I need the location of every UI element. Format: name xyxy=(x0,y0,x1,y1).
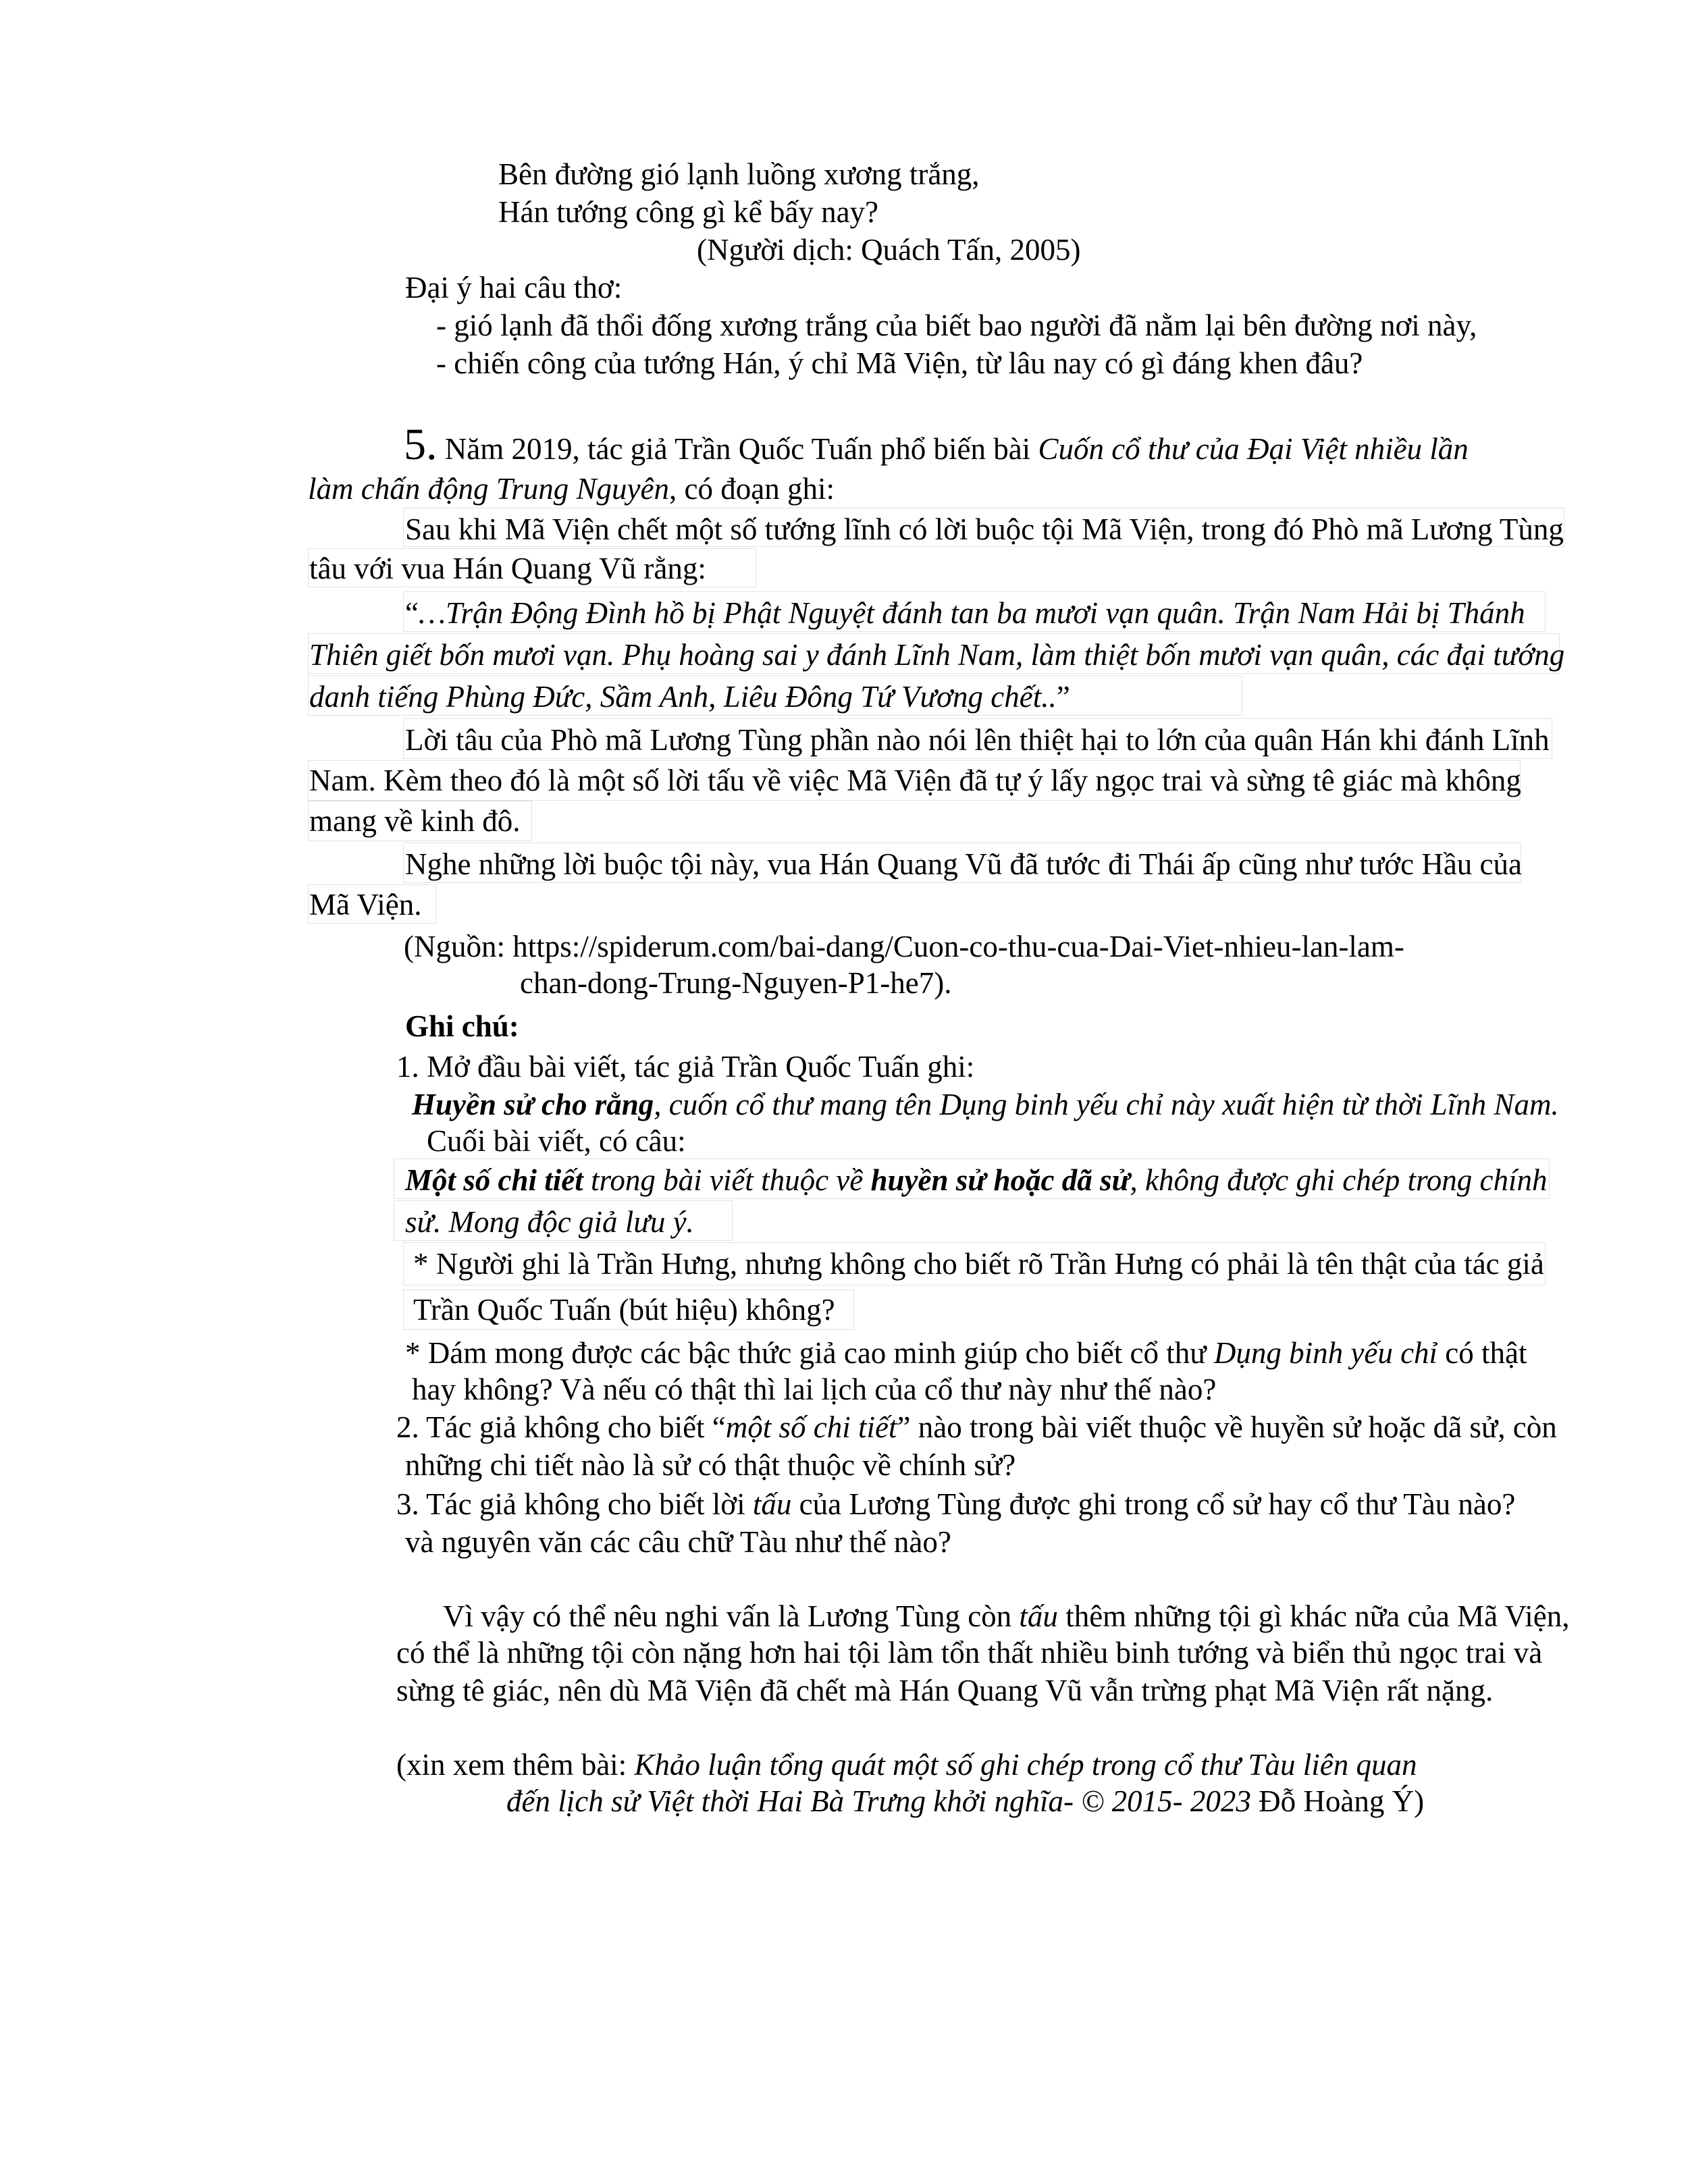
notes-heading: Ghi chú: xyxy=(405,1009,519,1043)
reference-line-2: đến lịch sử Việt thời Hai Bà Trưng khởi nghĩa- © 2015- 2023 Đỗ Hoàng Ý) xyxy=(506,1784,1425,1818)
note-star-2-line-2: hay không? Và nếu có thật thì lai lịch của cổ thư này như thế nào? xyxy=(412,1373,1217,1406)
quote-3-line-3: mang về kinh đô. xyxy=(309,804,521,838)
quote-2-line-3: danh tiếng Phùng Đức, Sầm Anh, Liêu Đông Tứ Vương chết..” xyxy=(309,680,1070,714)
note-3-line-1: 3. Tác giả không cho biết lời tấu của Lương Tùng được ghi trong cổ sử hay cổ thư Tàu nào? xyxy=(396,1487,1516,1521)
note-1-end: Cuối bài viết, có câu: xyxy=(427,1124,686,1158)
section-5-intro-cont: làm chấn động Trung Nguyên, có đoạn ghi: xyxy=(308,472,835,506)
closing-quote-line-1: Một số chi tiết trong bài viết thuộc về huyền sử hoặc dã sử, không được ghi chép trong chính xyxy=(405,1163,1548,1197)
gist-item-1: - gió lạnh đã thổi đống xương trắng của biết bao người đã nằm lại bên đường nơi này, xyxy=(436,309,1477,342)
source-line-1: (Nguồn: https://spiderum.com/bai-dang/Cuon-co-thu-cua-Dai-Viet-nhieu-lan-lam- xyxy=(404,930,1404,963)
quote-3-line-2: Nam. Kèm theo đó là một số lời tấu về việc Mã Viện đã tự ý lấy ngọc trai và sừng tê giác mà không xyxy=(309,764,1521,797)
note-star-1-line-1: * Người ghi là Trần Hưng, nhưng không cho biết rõ Trần Hưng có phải là tên thật của tác giả xyxy=(413,1247,1544,1281)
poem-line-2: Hán tướng công gì kể bấy nay? xyxy=(498,195,879,229)
note-1-quote: Huyền sử cho rằng, cuốn cổ thư mang tên Dụng binh yếu chỉ này xuất hiện từ thời Lĩnh Nam. xyxy=(412,1088,1559,1121)
reference-line-1: (xin xem thêm bài: Khảo luận tổng quát một số ghi chép trong cổ thư Tàu liên quan xyxy=(396,1748,1417,1782)
note-2-line-1: 2. Tác giả không cho biết “một số chi tiết” nào trong bài viết thuộc về huyền sử hoặc dã sử, còn xyxy=(396,1410,1557,1444)
article-title: Cuốn cổ thư của Đại Việt nhiều lần xyxy=(1038,432,1469,466)
note-2-line-2: những chi tiết nào là sử có thật thuộc về chính sử? xyxy=(405,1448,1016,1482)
poem-translator: (Người dịch: Quách Tấn, 2005) xyxy=(697,233,1081,267)
quote-1-line-2: tâu với vua Hán Quang Vũ rằng: xyxy=(309,552,706,585)
quote-4-line-2: Mã Viện. xyxy=(309,888,422,922)
closing-quote-line-2: sử. Mong độc giả lưu ý. xyxy=(405,1205,694,1239)
quote-3-line-1: Lời tâu của Phò mã Lương Tùng phần nào nói lên thiệt hại to lớn của quân Hán khi đánh Lĩnh xyxy=(405,723,1550,757)
conclusion-line-3: sừng tê giác, nên dù Mã Viện đã chết mà Hán Quang Vũ vẫn trừng phạt Mã Viện rất nặng. xyxy=(396,1674,1494,1707)
conclusion-line-1: Vì vậy có thể nêu nghi vấn là Lương Tùng còn tấu thêm những tội gì khác nữa của Mã Viện, xyxy=(443,1599,1570,1633)
gist-item-2: - chiến công của tướng Hán, ý chỉ Mã Viện, từ lâu nay có gì đáng khen đâu? xyxy=(436,346,1363,380)
note-star-1-line-2: Trần Quốc Tuấn (bút hiệu) không? xyxy=(413,1293,835,1327)
note-3-line-2: và nguyên văn các câu chữ Tàu như thế nào? xyxy=(405,1525,951,1559)
section-number: 5. xyxy=(404,420,438,469)
quote-2-line-2: Thiên giết bốn mươi vạn. Phụ hoàng sai y đánh Lĩnh Nam, làm thiệt bốn mươi vạn quân, các đại tướng xyxy=(309,638,1565,672)
note-1: 1. Mở đầu bài viết, tác giả Trần Quốc Tuấn ghi: xyxy=(396,1050,975,1084)
quote-4-line-1: Nghe những lời buộc tội này, vua Hán Quang Vũ đã tước đi Thái ấp cũng như tước Hầu của xyxy=(405,847,1522,881)
source-line-2: chan-dong-Trung-Nguyen-P1-he7). xyxy=(520,966,952,1000)
quote-1-line-1: Sau khi Mã Viện chết một số tướng lĩnh có lời buộc tội Mã Viện, trong đó Phò mã Lương Tùng xyxy=(405,512,1564,546)
gist-heading: Đại ý hai câu thơ: xyxy=(405,271,623,304)
conclusion-line-2: có thể là những tội còn nặng hơn hai tội làm tổn thất nhiều binh tướng và biển thủ ngọc trai và xyxy=(396,1636,1543,1670)
poem-line-1: Bên đường gió lạnh luồng xương trắng, xyxy=(498,157,980,191)
note-star-2-line-1: * Dám mong được các bậc thức giả cao minh giúp cho biết cổ thư Dụng binh yếu chỉ có thật xyxy=(405,1336,1527,1370)
quote-2-line-1: “…Trận Động Đình hồ bị Phật Nguyệt đánh tan ba mươi vạn quân. Trận Nam Hải bị Thánh xyxy=(405,596,1525,630)
section-5-intro: 5. Năm 2019, tác giả Trần Quốc Tuấn phổ biến bài Cuốn cổ thư của Đại Việt nhiều lần xyxy=(404,420,1469,469)
